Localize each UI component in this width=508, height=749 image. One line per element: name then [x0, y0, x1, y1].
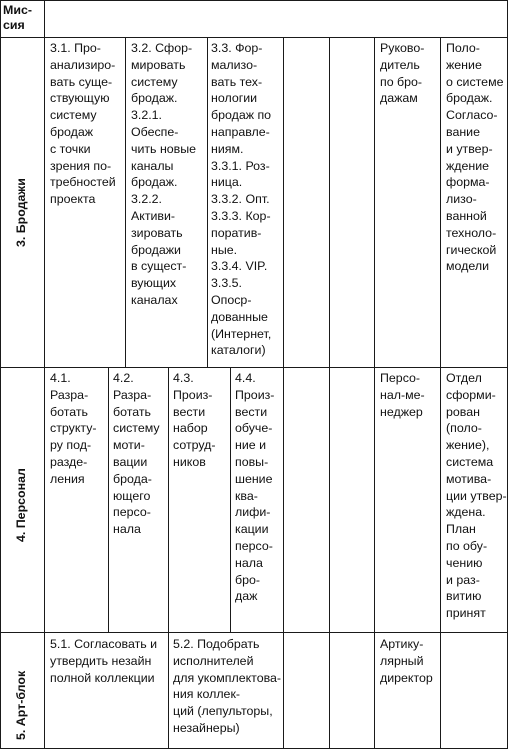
- task-cell-3-2: 3.2. Сфор- мировать систему бродаж. 3.2.1. Обеспе- чить новые каналы бродаж. 3.2.2. Активи- зировать бродажи в сущест- вующих каналах: [131, 41, 197, 307]
- col-divider-responsible: [374, 37, 375, 749]
- table-border-top: [0, 0, 508, 1]
- table-border-left: [0, 0, 1, 749]
- task-cell-4-1: 4.1. Разра- ботать структу- ру под- разде- ления: [50, 371, 97, 486]
- row-divider-personnel: [0, 632, 508, 633]
- task-cell-5-1: 5.1. Согласовать и утвердить незайн полной коллекции: [50, 637, 158, 685]
- col-divider-3c: [283, 37, 284, 367]
- section-label-personnel: 4. Персонал: [14, 468, 28, 542]
- task-cell-3-3: 3.3. Фор- мализо- вать тех- нологии бродаж по направле- ниям. 3.3.1. Роз- ница. 3.3.2. Опт. 3.3.3. Кор- поратив- ные. 3.3.4. VIP. 3.3.5. Опоср- дованные (Интернет, каталоги): [211, 41, 272, 358]
- row-divider-header: [0, 37, 508, 38]
- col-divider-4d: [283, 367, 284, 632]
- responsible-cell-personnel: Персо- нал-ме- неджер: [380, 371, 425, 419]
- responsible-cell-art: Артику- лярный директор: [380, 637, 433, 685]
- row-divider-sales: [0, 367, 508, 368]
- col-divider-4c: [230, 367, 231, 632]
- col-divider-5c: [329, 632, 330, 749]
- col-divider-4a: [108, 367, 109, 632]
- col-divider-label: [44, 0, 45, 749]
- col-divider-5b: [283, 632, 284, 749]
- responsible-cell-sales: Руково- дитель по бро- дажам: [380, 41, 425, 106]
- section-label-sales: 3. Бродажи: [14, 178, 28, 247]
- col-divider-4e: [329, 367, 330, 632]
- task-cell-4-2: 4.2. Разра- ботать систему моти- вации брода- ющего персо- нала: [113, 371, 160, 537]
- task-cell-5-2: 5.2. Подобрать исполнителей для укомплектова- ния коллек- ций (лепульторы, незайнеры): [173, 637, 282, 735]
- result-cell-sales: Поло- жение о системе бродаж. Согласо- вание и утвер- ждение форма- лизо- ванной техноло- гической модели: [446, 41, 504, 274]
- col-divider-3b: [207, 37, 208, 367]
- col-divider-3d: [329, 37, 330, 367]
- col-divider-3a: [125, 37, 126, 367]
- col-divider-result: [440, 37, 441, 749]
- task-cell-4-4: 4.4. Произ- вести обуче- ние и повы- шение ква- лифи- кации персо- нала бро- даж: [235, 371, 275, 604]
- task-cell-3-1: 3.1. Про- анализиро- вать суще- ствующую систему бродаж с точки зрения по- требностей проекта: [50, 41, 116, 207]
- section-label-art: 5. Арт-блок: [14, 670, 28, 740]
- col-divider-5a: [168, 632, 169, 749]
- header-label: Мис- сия: [3, 3, 32, 32]
- col-divider-4b: [168, 367, 169, 632]
- task-cell-4-3: 4.3. Произ- вести набор сотруд- ников: [173, 371, 216, 469]
- result-cell-personnel: Отдел сформи- рован (поло- жение), система мотива- ции утвер- ждена. План по обу- чению и раз- витию принят: [446, 371, 507, 621]
